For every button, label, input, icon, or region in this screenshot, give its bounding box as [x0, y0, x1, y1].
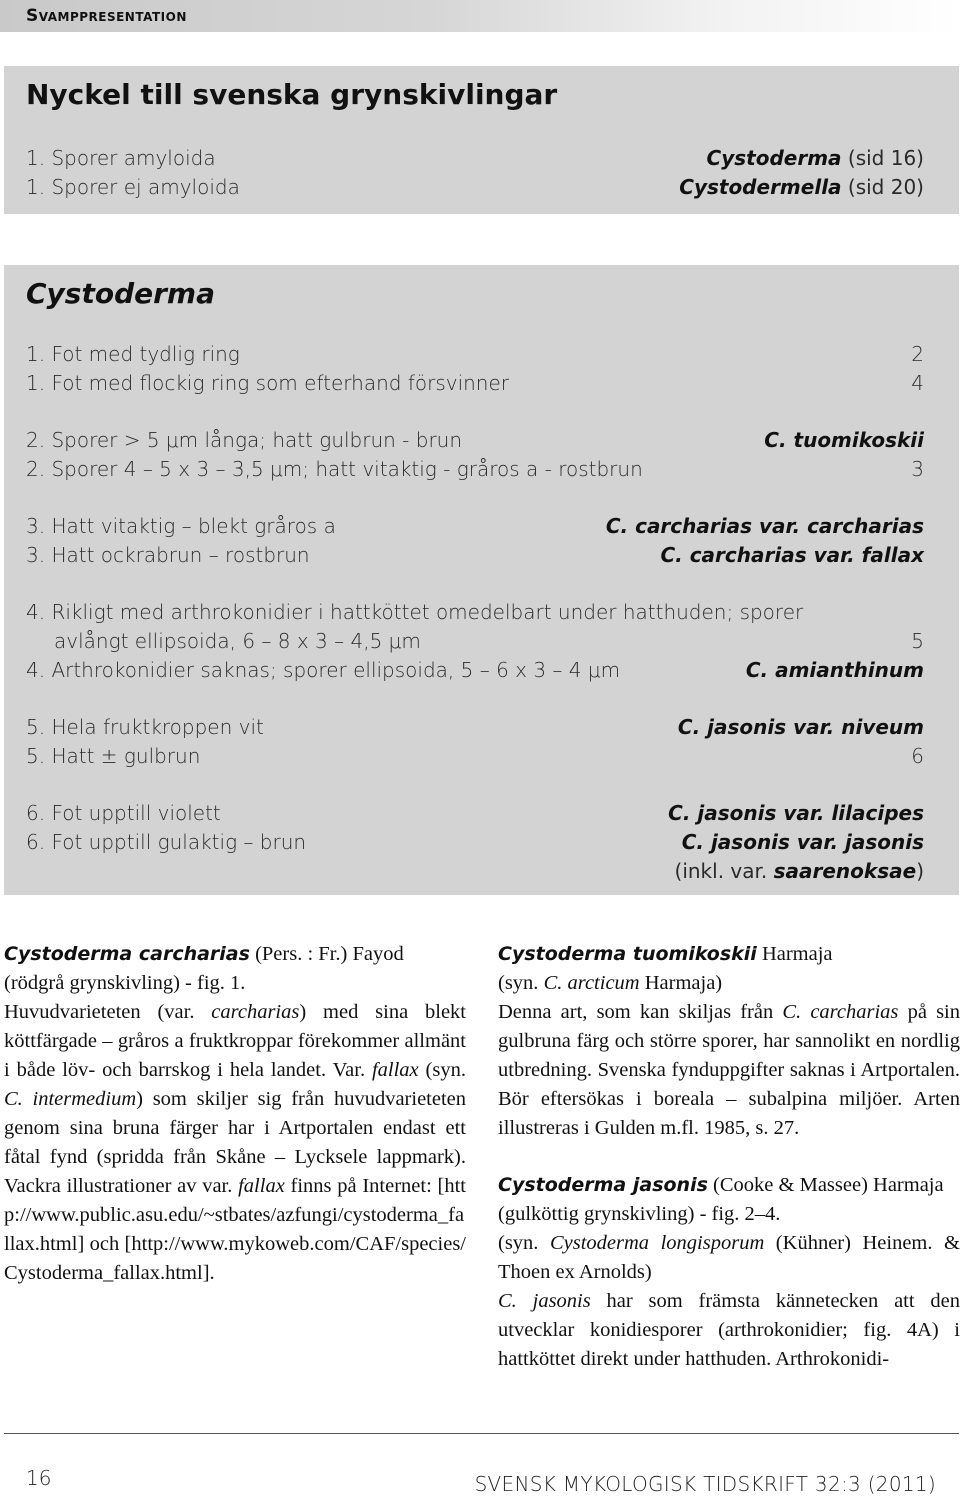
- section-header-bar: [0, 0, 960, 32]
- key-title: Nyckel till svenska grynskivlingar: [26, 78, 558, 111]
- key-row: [26, 627, 924, 655]
- key-row-lead: 3. Hatt ockrabrun – rostbrun: [26, 543, 310, 567]
- section-title: Svamppresentation: [26, 6, 187, 26]
- text-column-right: [498, 940, 960, 1374]
- taxon-name: saarenoksae: [773, 859, 917, 883]
- key-row: [26, 369, 924, 397]
- key-row-result: C. jasonis var. niveum: [677, 715, 924, 739]
- key-row: [26, 828, 924, 856]
- page-ref: (sid 16): [841, 146, 924, 170]
- note-text: ): [916, 859, 924, 883]
- author-citation: (Cooke & Massee) Harmaja: [707, 1174, 944, 1196]
- species-name: Cystoderma tuomikoskii: [498, 943, 757, 965]
- key-row-lead: 1. Fot med tydlig ring: [26, 342, 240, 366]
- key-row-lead: 2. Sporer > 5 μm långa; hatt gulbrun - brun: [26, 428, 463, 452]
- key-row: [26, 656, 924, 684]
- key-row: [26, 426, 924, 454]
- key-row: [26, 857, 924, 885]
- taxon-name: Cystoderma: [706, 146, 842, 170]
- key-row: [26, 455, 924, 483]
- author-citation: Harmaja: [756, 943, 833, 965]
- species-heading: [498, 940, 960, 969]
- key-row-result: C. jasonis var. lilacipes: [668, 801, 924, 825]
- note-text: (inkl. var.: [674, 859, 774, 883]
- author-citation: (Pers. : Fr.) Fayod: [249, 943, 404, 965]
- key-row-lead: 2. Sporer 4 – 5 x 3 – 3,5 μm; hatt vitaktig - gråros a - rostbrun: [26, 457, 643, 481]
- key-row: [26, 713, 924, 741]
- key-box-genera: [4, 66, 959, 214]
- species-heading: [4, 940, 466, 969]
- key-row-result: C. carcharias var. fallax: [660, 543, 924, 567]
- footer-divider: [4, 1433, 959, 1434]
- key-row-result: 5: [911, 629, 924, 653]
- key-row: [26, 173, 924, 201]
- species-description: Denna art, som kan skiljas från C. carcharias på sin gulbruna färg och större sporer, har sannolikt en nordlig utbredning. Svenska fynduppgifter saknas i Artportalen. Bör eftersökas i boreala – subalpina miljöer. Arten illustreras i Gulden m.fl. 1985, s. 27.: [498, 1001, 960, 1139]
- key-row: [26, 598, 924, 626]
- key-row-lead: 6. Fot upptill gulaktig – brun: [26, 830, 307, 854]
- key-row-result: C. jasonis var. jasonis: [681, 830, 924, 854]
- key-title: Cystoderma: [26, 277, 215, 310]
- species-heading: [498, 1171, 960, 1200]
- species-name: Cystoderma carcharias: [4, 943, 250, 965]
- key-row-lead: 3. Hatt vitaktig – blekt gråros a: [26, 514, 336, 538]
- text-column-left: [4, 940, 466, 1288]
- key-row: [26, 340, 924, 368]
- key-row-lead: avlångt ellipsoida, 6 – 8 x 3 – 4,5 μm: [54, 629, 421, 653]
- key-row: [26, 799, 924, 827]
- key-row-result: [707, 144, 924, 172]
- key-row-lead: 4. Rikligt med arthrokonidier i hattköttet omedelbart under hatthuden; sporer: [26, 600, 804, 624]
- key-row-lead: 4. Arthrokonidier saknas; sporer ellipsoida, 5 – 6 x 3 – 4 μm: [26, 658, 621, 682]
- key-row: [26, 144, 924, 172]
- taxon-name: Cystodermella: [679, 175, 842, 199]
- species-description: Huvudvarieteten (var. carcharias) med sina blekt köttfärgade – gråros a fruktkroppar förekommer allmänt i både löv- och barrskog i hela landet. Var. fallax (syn. C. intermedium) som skiljer sig från huvudvarieteten genom sina bruna färger har i Artportalen endast ett fåtal fynd (spridda från Skåne – Lycksele lappmark). Vackra illustrationer av var. fallax finns på Internet: [http://www.public.asu.edu/~stbates/azfungi/cystoderma_fallax.html] och [http://www.mykoweb.com/CAF/species/Cystoderma_fallax.html].: [4, 1001, 467, 1284]
- page-number: 16: [26, 1466, 52, 1490]
- key-row-result: [679, 173, 924, 201]
- key-row-lead: 1. Sporer amyloida: [26, 146, 216, 170]
- key-row-lead: 1. Fot med flockig ring som efterhand försvinner: [26, 371, 510, 395]
- common-name: (gulköttig grynskivling) - fig. 2–4.: [498, 1203, 781, 1225]
- key-row-lead: 1. Sporer ej amyloida: [26, 175, 240, 199]
- key-row-result: 2: [911, 342, 924, 366]
- key-row-lead: 6. Fot upptill violett: [26, 801, 221, 825]
- key-row-result: C. amianthinum: [745, 658, 924, 682]
- species-name: Cystoderma jasonis: [498, 1174, 708, 1196]
- key-row-lead: 5. Hatt ± gulbrun: [26, 744, 201, 768]
- key-box-cystoderma: [4, 265, 959, 895]
- key-row-result: [675, 857, 924, 885]
- key-row-result: 3: [911, 457, 924, 481]
- species-description: C. jasonis har som främsta kännetecken att den utvecklar konidiesporer (arthrokonidier; fig. 4A) i hattköttet direkt under hatthuden. Arthrokonidi-: [498, 1290, 960, 1370]
- synonym-line: (syn. Cystoderma longisporum (Kühner) Heinem. & Thoen ex Arnolds): [498, 1232, 960, 1283]
- key-row-result: 4: [911, 371, 924, 395]
- journal-footer: SVENSK MYKOLOGISK TIDSKRIFT 32:3 (2011): [474, 1472, 936, 1496]
- key-row: [26, 742, 924, 770]
- key-row-result: C. tuomikoskii: [764, 428, 924, 452]
- key-row-lead: 5. Hela fruktkroppen vit: [26, 715, 264, 739]
- key-row-result: C. carcharias var. carcharias: [605, 514, 924, 538]
- key-row: [26, 512, 924, 540]
- key-row: [26, 541, 924, 569]
- page-ref: (sid 20): [841, 175, 924, 199]
- key-row-result: 6: [911, 744, 924, 768]
- synonym-line: (syn. C. arcticum Harmaja): [498, 972, 723, 994]
- common-name: (rödgrå grynskivling) - fig. 1.: [4, 972, 246, 994]
